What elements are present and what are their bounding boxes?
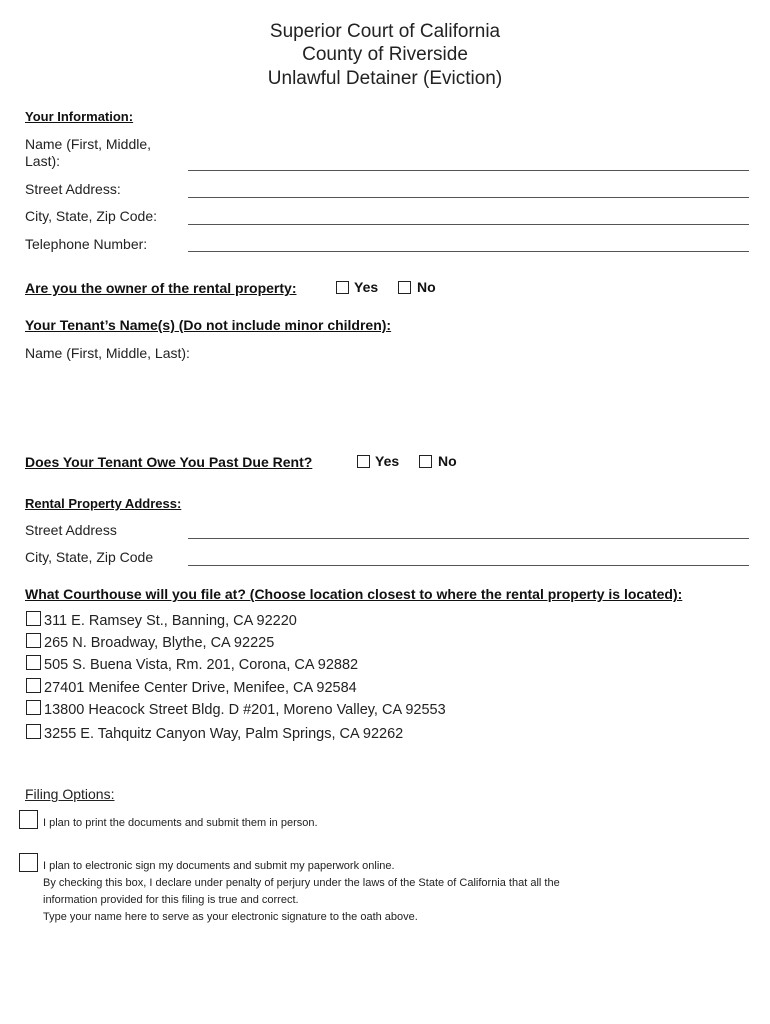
oath-text-line1: By checking this box, I declare under penalty of perjury under the laws of the State of California that all the bbox=[43, 877, 560, 889]
owner-question: Are you the owner of the rental property: bbox=[25, 280, 297, 296]
name-field[interactable] bbox=[188, 170, 749, 171]
past-due-no-label: No bbox=[438, 453, 457, 469]
courthouse-banning-checkbox[interactable] bbox=[26, 611, 41, 626]
courthouse-heading: What Courthouse will you file at? (Choose location closest to where the rental property is located): bbox=[25, 586, 683, 602]
courthouse-banning-label: 311 E. Ramsey St., Banning, CA 92220 bbox=[44, 613, 297, 629]
tenant-name-label: Name (First, Middle, Last): bbox=[25, 345, 190, 361]
rental-city-label: City, State, Zip Code bbox=[25, 549, 154, 565]
court-title: Superior Court of California bbox=[269, 21, 501, 42]
owner-no-checkbox[interactable] bbox=[398, 281, 411, 294]
courthouse-blythe-checkbox[interactable] bbox=[26, 633, 41, 648]
name-label-line2: Last): bbox=[25, 153, 61, 169]
past-due-yes-label: Yes bbox=[375, 453, 400, 469]
filing-esign-checkbox[interactable] bbox=[19, 853, 38, 872]
rental-street-field[interactable] bbox=[188, 538, 749, 539]
courthouse-palm-springs-label: 3255 E. Tahquitz Canyon Way, Palm Springs, CA 92262 bbox=[44, 726, 404, 742]
courthouse-moreno-valley-checkbox[interactable] bbox=[26, 700, 41, 715]
telephone-label: Telephone Number: bbox=[25, 236, 148, 252]
street-address-label: Street Address: bbox=[25, 181, 121, 197]
owner-yes-label: Yes bbox=[354, 279, 379, 295]
filing-esign-label: I plan to electronic sign my documents and submit my paperwork online. bbox=[43, 860, 395, 872]
telephone-field[interactable] bbox=[188, 251, 749, 252]
courthouse-palm-springs-checkbox[interactable] bbox=[26, 724, 41, 739]
tenants-heading: Your Tenant’s Name(s) (Do not include minor children): bbox=[25, 317, 392, 333]
rental-street-label: Street Address bbox=[25, 522, 117, 538]
courthouse-blythe-label: 265 N. Broadway, Blythe, CA 92225 bbox=[44, 635, 275, 651]
rental-address-heading: Rental Property Address: bbox=[25, 496, 182, 511]
case-type-title: Unlawful Detainer (Eviction) bbox=[267, 68, 503, 89]
filing-options-heading: Filing Options: bbox=[25, 786, 115, 802]
courthouse-moreno-valley-label: 13800 Heacock Street Bldg. D #201, Moreno Valley, CA 92553 bbox=[44, 702, 446, 718]
city-state-zip-label: City, State, Zip Code: bbox=[25, 208, 158, 224]
city-state-zip-field[interactable] bbox=[188, 224, 749, 225]
past-due-question: Does Your Tenant Owe You Past Due Rent? bbox=[25, 454, 313, 470]
past-due-yes-checkbox[interactable] bbox=[357, 455, 370, 468]
filing-print-label: I plan to print the documents and submit them in person. bbox=[43, 817, 318, 829]
street-address-field[interactable] bbox=[188, 197, 749, 198]
filing-print-checkbox[interactable] bbox=[19, 810, 38, 829]
oath-text-line2: information provided for this filing is true and correct. bbox=[43, 894, 299, 906]
courthouse-corona-label: 505 S. Buena Vista, Rm. 201, Corona, CA 92882 bbox=[44, 657, 359, 673]
owner-no-label: No bbox=[417, 279, 436, 295]
name-label-line1: Name (First, Middle, bbox=[25, 136, 152, 152]
your-information-heading: Your Information: bbox=[25, 109, 134, 124]
county-title: County of Riverside bbox=[302, 44, 468, 65]
courthouse-corona-checkbox[interactable] bbox=[26, 655, 41, 670]
owner-yes-checkbox[interactable] bbox=[336, 281, 349, 294]
courthouse-menifee-checkbox[interactable] bbox=[26, 678, 41, 693]
past-due-no-checkbox[interactable] bbox=[419, 455, 432, 468]
rental-city-field[interactable] bbox=[188, 565, 749, 566]
courthouse-menifee-label: 27401 Menifee Center Drive, Menifee, CA 92584 bbox=[44, 680, 357, 696]
signature-instruction: Type your name here to serve as your electronic signature to the oath above. bbox=[43, 911, 418, 923]
